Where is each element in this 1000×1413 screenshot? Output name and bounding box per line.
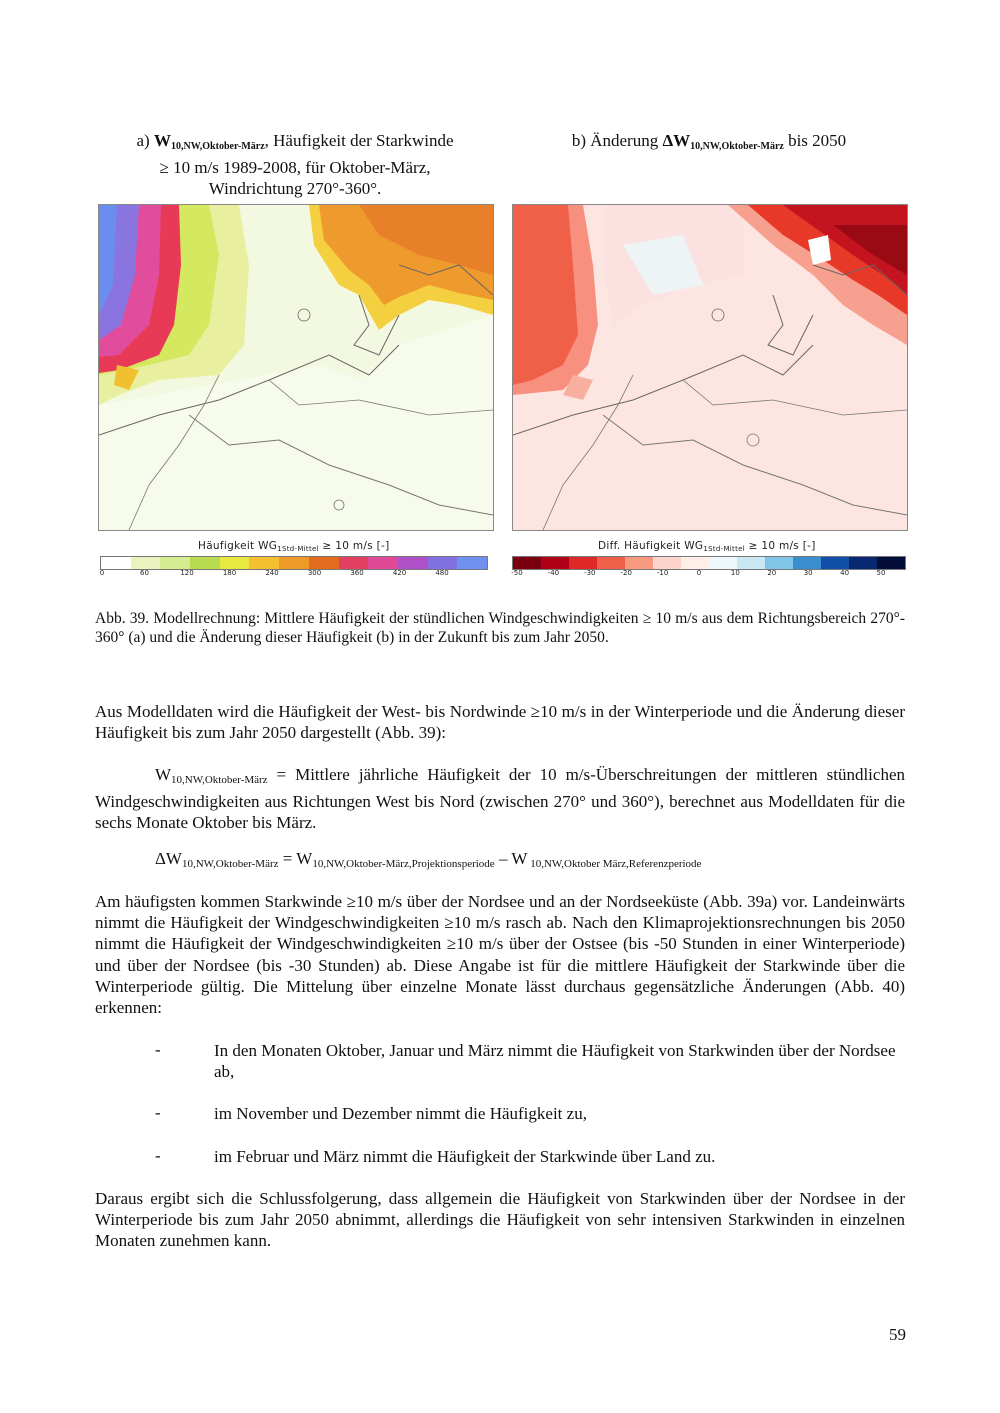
colorbar-tick-label: 360 <box>350 569 364 577</box>
colorbar-tick-label: 120 <box>180 569 194 577</box>
colorbar-swatch <box>457 557 487 569</box>
colorbar-tick-label: 30 <box>803 569 813 577</box>
map-frequency <box>98 204 494 531</box>
paragraph-intro: Aus Modelldaten wird die Häufigkeit der West- bis Nordwinde ≥10 m/s in der Winterperiode und die Änderung dieser Häufigkeit bis zum Jahr 2050 dargestellt (Abb. 39): <box>95 702 905 743</box>
colorbar-tick-label: -50 <box>511 569 523 577</box>
colorbar-swatch <box>101 557 131 569</box>
colorbar-a <box>100 556 488 570</box>
colorbar-tick-label: 0 <box>696 569 702 577</box>
list-item-3-dash: - <box>155 1146 161 1165</box>
colorbar-tick-label: 180 <box>222 569 237 577</box>
colorbar-tick-label: 40 <box>840 569 850 577</box>
paragraph-analysis: Am häufigsten kommen Starkwinde ≥10 m/s über der Nordsee und an der Nordseeküste (Abb. 39a) vor. Landeinwärts nimmt die Häufigkeit der Windgeschwindigkeiten ≥10 m/s rasch ab. Nach den Klimaprojektionsrechnungen bis 2050 nimmt die Häufigkeit der Windgeschwindigkeiten ≥10 m/s über der Ostsee (bis -50 Stunden in einer Winterperiode) und über der Nordsee (bis -30 Stunden) ab. Diese Angabe ist für die mittlere Häufigkeit der Starkwinde über die Winterperiode gültig. Die Mittelung über einzelne Monate lässt durchaus gegensätzliche Änderungen (Abb. 40) erkennen: <box>95 892 905 1018</box>
colorbar-tick-label: 20 <box>767 569 777 577</box>
colorbar-swatch <box>309 557 339 569</box>
definition-w: W10,NW,Oktober-März = Mittlere jährliche Häufigkeit der 10 m/s-Überschreitungen der mittleren stündlichen Windgeschwindigkeiten aus Richtungen West bis Nord (zwischen 270° und 360°), berechnet aus Modelldaten für die sechs Monate Oktober bis März. <box>95 765 905 833</box>
map-change <box>512 204 908 531</box>
colorbar-swatch <box>513 557 541 569</box>
colorbar-swatch <box>849 557 877 569</box>
colorbar-b-ticks <box>511 569 886 579</box>
colorbar-tick-label: -30 <box>584 569 596 577</box>
colorbar-tick-label: 240 <box>265 569 279 577</box>
colorbar-b <box>512 556 906 570</box>
colorbar-a-ticks <box>99 569 449 579</box>
colorbar-swatch <box>821 557 849 569</box>
colorbar-swatch <box>877 557 905 569</box>
formula-delta-w: ΔW10,NW,Oktober-März = W10,NW,Oktober-März,Projektionsperiode – W 10,NW,Oktober März,Referenzperiode <box>155 849 702 870</box>
colorbar-tick-label: 50 <box>876 569 886 577</box>
colorbar-tick-label: 420 <box>392 569 407 577</box>
map-change-graphic <box>513 205 907 530</box>
colorbar-tick-label: -10 <box>656 569 669 577</box>
map-frequency-graphic <box>99 205 493 530</box>
colorbar-a-label: Häufigkeit $WG_{1Std-Mittel} \ge 10$ m/s [-] <box>198 540 390 553</box>
colorbar-swatch <box>765 557 793 569</box>
colorbar-tick-label: 480 <box>435 569 449 577</box>
colorbar-swatch <box>339 557 369 569</box>
colorbar-swatch <box>709 557 737 569</box>
colorbar-swatch <box>653 557 681 569</box>
list-item-1: In den Monaten Oktober, Januar und März nimmt die Häufigkeit von Starkwinden über der Nordsee ab, <box>214 1041 896 1082</box>
colorbar-tick-label: 0 <box>99 569 105 577</box>
colorbar-swatch <box>681 557 709 569</box>
colorbar-swatch <box>249 557 279 569</box>
list-item-3: im Februar und März nimmt die Häufigkeit der Starkwinde über Land zu. <box>214 1147 716 1166</box>
colorbar-swatch <box>398 557 428 569</box>
colorbar-swatch <box>541 557 569 569</box>
colorbar-swatch <box>368 557 398 569</box>
colorbar-tick-label: -20 <box>620 569 632 577</box>
list-item-1-dash: - <box>155 1040 161 1059</box>
colorbar-swatch <box>220 557 250 569</box>
colorbar-swatch <box>597 557 625 569</box>
colorbar-swatch <box>428 557 458 569</box>
colorbar-swatch <box>131 557 161 569</box>
colorbar-swatch <box>279 557 309 569</box>
colorbar-swatch <box>793 557 821 569</box>
colorbar-tick-label: -40 <box>547 569 560 577</box>
panel-a-caption: a) $W_{10,NW,Oktober-März}$, Häufigkeit der Starkwinde ≥ 10 m/s 1989-2008, für Oktober-März, Windrichtung 270°-360°. <box>136 131 454 198</box>
colorbar-swatch <box>569 557 597 569</box>
colorbar-tick-label: 10 <box>730 569 740 577</box>
paragraph-conclusion: Daraus ergibt sich die Schlussfolgerung, dass allgemein die Häufigkeit von Starkwinden über der Nordsee in der Winterperiode bis zum Jahr 2050 abnimmt, allerdings die Häufigkeit von sehr intensiven Starkwinden in einzelnen Monaten zunehmen kann. <box>95 1189 905 1251</box>
page-number: 59 <box>889 1325 906 1344</box>
figure-caption: Abb. 39. Modellrechnung: Mittlere Häufigkeit der stündlichen Windgeschwindigkeiten ≥ 10 m/s aus dem Richtungsbereich 270°- 360° (a) und die Änderung dieser Häufigkeit (b) in der Zukunft bis zum Jahr 2050. <box>95 610 905 646</box>
colorbar-b-label: Diff. Häufigkeit $WG_{1Std-Mittel} \ge 10$ m/s [-] <box>598 540 816 553</box>
colorbar-tick-label: 300 <box>307 569 322 577</box>
colorbar-swatch <box>190 557 220 569</box>
colorbar-swatch <box>737 557 765 569</box>
colorbar-swatch <box>160 557 190 569</box>
colorbar-tick-label: 60 <box>140 569 149 577</box>
list-item-2: im November und Dezember nimmt die Häufigkeit zu, <box>214 1104 587 1123</box>
list-item-2-dash: - <box>155 1103 161 1122</box>
panel-b-caption: b) Änderung $\Delta W_{10,NW,Oktober-März}$ bis 2050 <box>571 131 847 152</box>
colorbar-swatch <box>625 557 653 569</box>
